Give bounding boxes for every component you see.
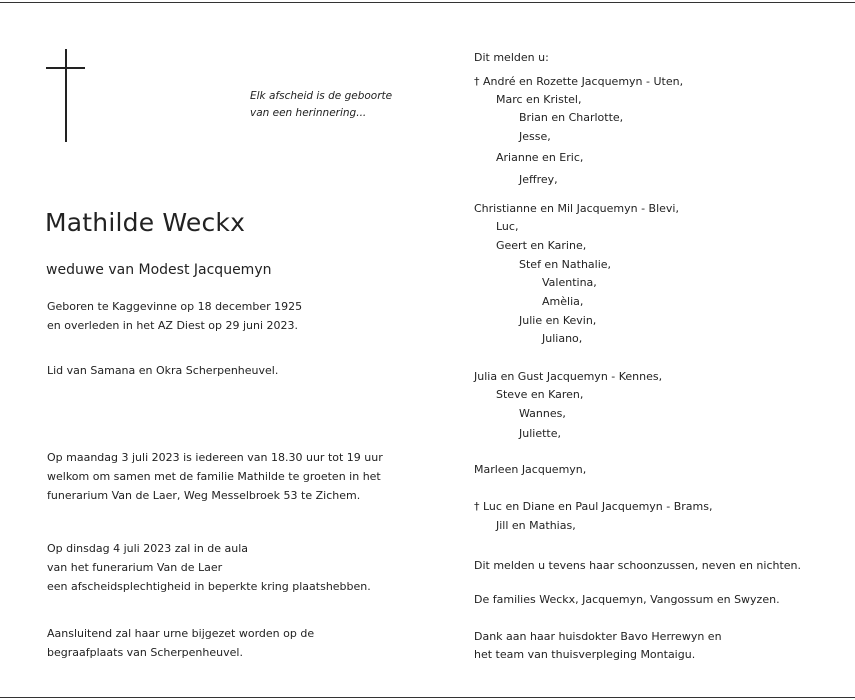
visitation-line: funerarium Van de Laer, Weg Messelbroek 53 te Zichem. [47,489,361,502]
burial-line: begraafplaats van Scherpenheuvel. [47,646,243,659]
family-entry: Juliano, [542,332,583,345]
visitation-line: welkom om samen met de familie Mathilde te groeten in het [47,470,381,483]
family-entry: Amèlia, [542,295,584,308]
families-note: De families Weckx, Jacquemyn, Vangossum en Swyzen. [474,593,780,606]
birth-death-info [47,297,302,335]
family-entry: Valentina, [542,276,597,289]
bottom-rule [0,697,855,698]
family-entry: Steve en Karen, [496,388,584,401]
quote-line: van een herinnering... [250,107,367,119]
family-entry: Wannes, [519,407,566,420]
thanks-line: het team van thuisverpleging Montaigu. [474,648,696,661]
thanks-line: Dank aan haar huisdokter Bavo Herrewyn en [474,630,722,643]
ceremony-info [47,539,371,596]
ceremony-line: van het funerarium Van de Laer [47,561,223,574]
family-entry: Marleen Jacquemyn, [474,463,587,476]
family-entry: † André en Rozette Jacquemyn - Uten, [474,75,684,88]
top-rule [0,2,855,3]
ceremony-line: Op dinsdag 4 juli 2023 zal in de aula [47,542,249,555]
family-entry: Jesse, [519,130,551,143]
family-entry: Luc, [496,220,519,233]
quote-line: Elk afscheid is de geboorte [250,90,393,102]
membership [47,361,278,380]
born-line: Geboren te Kaggevinne op 18 december 1925 [47,300,303,313]
thanks-note [474,628,722,664]
family-entry: Jeffrey, [519,173,558,186]
family-entry: Jill en Mathias, [496,519,576,532]
family-entry: Stef en Nathalie, [519,258,612,271]
widow-of: weduwe van Modest Jacquemyn [46,262,272,278]
family-intro: Dit melden u: [474,51,549,64]
family-entry: Christianne en Mil Jacquemyn - Blevi, [474,202,679,215]
burial-info [47,624,314,662]
died-line: en overleden in het AZ Diest op 29 juni 2023. [47,319,299,332]
family-entry: Julie en Kevin, [519,314,597,327]
family-entry: Marc en Kristel, [496,93,582,106]
family-entry: Geert en Karine, [496,239,587,252]
ceremony-line: een afscheidsplechtigheid in beperkte kring plaatshebben. [47,580,371,593]
farewell-quote [250,88,392,122]
burial-line: Aansluitend zal haar urne bijgezet worden op de [47,627,315,640]
family-entry: † Luc en Diane en Paul Jacquemyn - Brams, [474,500,713,513]
visitation-info [47,448,383,505]
visitation-line: Op maandag 3 juli 2023 is iedereen van 18.30 uur tot 19 uur [47,451,383,464]
deceased-name: Mathilde Weckx [45,208,246,237]
family-entry: Arianne en Eric, [496,151,584,164]
family-entry: Juliette, [519,427,561,440]
membership-line: Lid van Samana en Okra Scherpenheuvel. [47,364,279,377]
family-entry: Brian en Charlotte, [519,111,624,124]
family-entry: Julia en Gust Jacquemyn - Kennes, [474,370,663,383]
relatives-note: Dit melden u tevens haar schoonzussen, neven en nichten. [474,559,802,572]
